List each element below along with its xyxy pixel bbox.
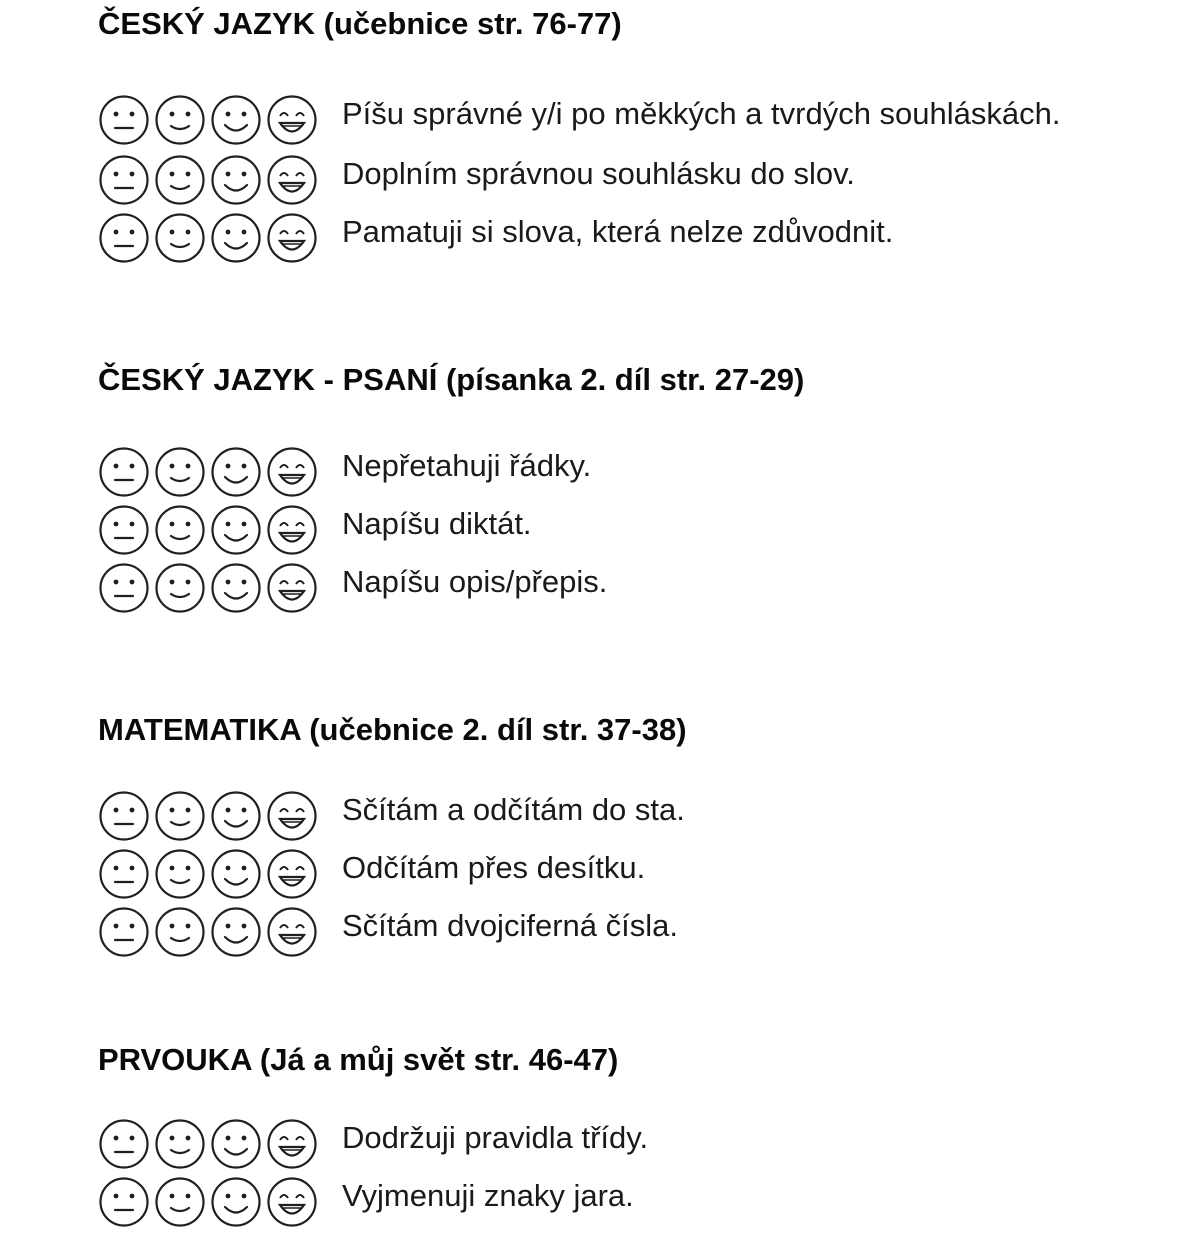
self-assessment-item: [98, 1118, 1178, 1170]
smile-face-icon[interactable]: [210, 94, 262, 146]
item-text: Sčítám a odčítám do sta.: [342, 792, 685, 827]
self-assessment-item: [98, 154, 1178, 206]
smile-face-icon[interactable]: [210, 1176, 262, 1228]
slight-smile-face-icon[interactable]: [154, 1118, 206, 1170]
self-assessment-item: [98, 94, 1178, 146]
self-assessment-item: [98, 790, 1178, 842]
section-matematika: [98, 712, 1178, 943]
rating-faces: [98, 790, 320, 842]
item-text: Vyjmenuji znaky jara.: [342, 1178, 634, 1213]
slight-smile-face-icon[interactable]: [154, 848, 206, 900]
item-text: Píšu správné y/i po měkkých a tvrdých souhláskách.: [342, 96, 1061, 131]
smile-face-icon[interactable]: [210, 446, 262, 498]
neutral-face-icon[interactable]: [98, 94, 150, 146]
rating-faces: [98, 562, 320, 614]
section-title: PRVOUKA (Já a můj svět str. 46-47): [98, 1042, 619, 1077]
slight-smile-face-icon[interactable]: [154, 790, 206, 842]
neutral-face-icon[interactable]: [98, 848, 150, 900]
self-assessment-item: [98, 1176, 1178, 1228]
laughing-face-icon[interactable]: [266, 1118, 318, 1170]
section-title: MATEMATIKA (učebnice 2. díl str. 37-38): [98, 712, 687, 747]
rating-faces: [98, 94, 320, 146]
laughing-face-icon[interactable]: [266, 906, 318, 958]
smile-face-icon[interactable]: [210, 1118, 262, 1170]
neutral-face-icon[interactable]: [98, 504, 150, 556]
smile-face-icon[interactable]: [210, 906, 262, 958]
smile-face-icon[interactable]: [210, 790, 262, 842]
rating-faces: [98, 504, 320, 556]
laughing-face-icon[interactable]: [266, 212, 318, 264]
laughing-face-icon[interactable]: [266, 790, 318, 842]
neutral-face-icon[interactable]: [98, 1118, 150, 1170]
neutral-face-icon[interactable]: [98, 906, 150, 958]
smile-face-icon[interactable]: [210, 848, 262, 900]
item-text: Doplním správnou souhlásku do slov.: [342, 156, 855, 191]
slight-smile-face-icon[interactable]: [154, 446, 206, 498]
rating-faces: [98, 446, 320, 498]
item-text: Sčítám dvojciferná čísla.: [342, 908, 678, 943]
section-cesky-jazyk: [98, 6, 1178, 249]
neutral-face-icon[interactable]: [98, 212, 150, 264]
smile-face-icon[interactable]: [210, 562, 262, 614]
section-prvouka: [98, 1042, 1178, 1213]
neutral-face-icon[interactable]: [98, 446, 150, 498]
slight-smile-face-icon[interactable]: [154, 154, 206, 206]
slight-smile-face-icon[interactable]: [154, 504, 206, 556]
self-assessment-item: [98, 848, 1178, 900]
slight-smile-face-icon[interactable]: [154, 562, 206, 614]
smile-face-icon[interactable]: [210, 154, 262, 206]
rating-faces: [98, 212, 320, 264]
laughing-face-icon[interactable]: [266, 154, 318, 206]
self-assessment-item: [98, 446, 1178, 498]
laughing-face-icon[interactable]: [266, 562, 318, 614]
self-assessment-item: [98, 906, 1178, 958]
rating-faces: [98, 848, 320, 900]
rating-faces: [98, 1176, 320, 1228]
self-assessment-item: [98, 504, 1178, 556]
section-cesky-jazyk-psani: [98, 362, 1178, 599]
self-assessment-item: [98, 562, 1178, 614]
item-text: Pamatuji si slova, která nelze zdůvodnit.: [342, 214, 894, 249]
neutral-face-icon[interactable]: [98, 790, 150, 842]
rating-faces: [98, 1118, 320, 1170]
item-text: Nepřetahuji řádky.: [342, 448, 592, 483]
laughing-face-icon[interactable]: [266, 504, 318, 556]
section-title: ČESKÝ JAZYK - PSANÍ (písanka 2. díl str. 27-29): [98, 362, 805, 397]
slight-smile-face-icon[interactable]: [154, 212, 206, 264]
smile-face-icon[interactable]: [210, 212, 262, 264]
laughing-face-icon[interactable]: [266, 1176, 318, 1228]
neutral-face-icon[interactable]: [98, 154, 150, 206]
rating-faces: [98, 154, 320, 206]
item-text: Napíšu opis/přepis.: [342, 564, 608, 599]
slight-smile-face-icon[interactable]: [154, 906, 206, 958]
item-text: Dodržuji pravidla třídy.: [342, 1120, 649, 1155]
laughing-face-icon[interactable]: [266, 94, 318, 146]
self-assessment-item: [98, 212, 1178, 264]
item-text: Napíšu diktát.: [342, 506, 532, 541]
neutral-face-icon[interactable]: [98, 562, 150, 614]
laughing-face-icon[interactable]: [266, 848, 318, 900]
laughing-face-icon[interactable]: [266, 446, 318, 498]
rating-faces: [98, 906, 320, 958]
smile-face-icon[interactable]: [210, 504, 262, 556]
neutral-face-icon[interactable]: [98, 1176, 150, 1228]
slight-smile-face-icon[interactable]: [154, 94, 206, 146]
item-text: Odčítám přes desítku.: [342, 850, 646, 885]
section-title: ČESKÝ JAZYK (učebnice str. 76-77): [98, 6, 622, 41]
slight-smile-face-icon[interactable]: [154, 1176, 206, 1228]
